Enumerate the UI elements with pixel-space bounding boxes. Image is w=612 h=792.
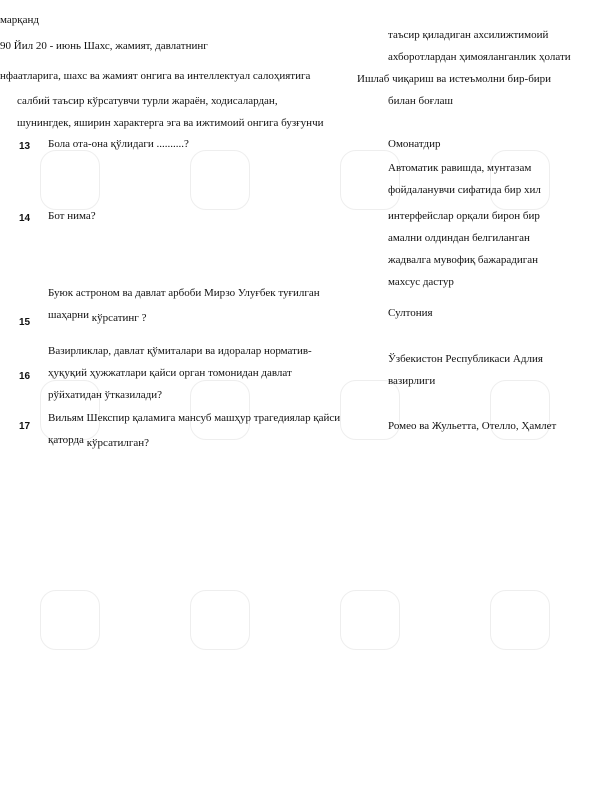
- watermark-shape: [40, 150, 100, 210]
- watermark-shape: [190, 590, 250, 650]
- answer-text: Ўзбекистон Республикаси Адлия: [388, 353, 543, 365]
- question-text: Буюк астроном ва давлат арбоби Мирзо Улуғбек туғилган: [48, 287, 320, 299]
- question-text: ҳуқуқий ҳужжатлари қайси орган томонидан давлат: [48, 367, 292, 379]
- watermark-shape: [340, 590, 400, 650]
- question-text: Бола ота-она қўлидаги ..........?: [48, 138, 189, 150]
- question-fragment: кўрсатилган?: [86, 437, 150, 449]
- row-number: 16: [19, 371, 31, 382]
- question-text: Вазирликлар, давлат қўмиталари ва идоралар норматив-: [48, 345, 312, 357]
- question-fragment: қаторда: [48, 434, 84, 446]
- top-left-line: марқанд: [0, 14, 39, 26]
- top-right-line: билан боғлаш: [388, 95, 453, 107]
- watermark-shape: [190, 380, 250, 440]
- answer-text: вазирлиги: [388, 375, 436, 387]
- answer-text: амални олдиндан белгиланган: [388, 232, 530, 244]
- answer-text: фойдаланувчи сифатида бир хил: [388, 184, 541, 196]
- answer-text: Ромео ва Жульетта, Отелло, Ҳамлет: [388, 420, 557, 432]
- watermark-shape: [490, 590, 550, 650]
- question-text: [48, 434, 149, 447]
- answer-text: жадвалга мувофиқ бажарадиган: [388, 254, 539, 266]
- answer-text: махсус дастур: [388, 276, 454, 288]
- top-right-line: ахборотлардан ҳимояланганлик ҳолати: [388, 51, 571, 63]
- top-left-line: салбий таъсир кўрсатувчи турли жараён, ходисалардан,: [17, 95, 278, 107]
- top-left-line: нфаатларига, шахс ва жамият онгига ва интеллектуал салоҳиятига: [0, 70, 311, 82]
- question-text: рўйхатидан ўтказилади?: [48, 389, 162, 401]
- answer-text: Автоматик равишда, мунтазам: [388, 162, 532, 174]
- top-right-line: таъсир қиладиган ахсилижтимоий: [388, 29, 549, 41]
- question-text: Вильям Шекспир қаламига мансуб машҳур трагедиялар қайси: [48, 412, 341, 424]
- row-number: 15: [19, 317, 31, 328]
- row-number: 14: [19, 213, 31, 224]
- watermark-shape: [340, 150, 400, 210]
- watermark-shape: [190, 150, 250, 210]
- question-fragment: кўрсатинг ?: [91, 312, 147, 324]
- question-fragment: шаҳарни: [48, 309, 90, 321]
- top-left-line: шунингдек, яширин характерга эга ва ижтимоий онгига бузғунчи: [17, 117, 324, 129]
- answer-text: Султония: [388, 307, 433, 319]
- answer-text: Омонатдир: [388, 138, 441, 150]
- top-left-line: 90 Йил 20 - июнь Шахс, жамият, давлатнинг: [0, 40, 208, 52]
- row-number: 17: [19, 421, 31, 432]
- question-text: [48, 309, 146, 322]
- question-text: Бот нима?: [48, 210, 96, 222]
- top-right-line: Ишлаб чиқариш ва истеъмолни бир-бири: [357, 73, 552, 85]
- watermark-shape: [490, 150, 550, 210]
- answer-text: интерфейслар орқали бирон бир: [388, 210, 540, 222]
- row-number: 13: [19, 141, 31, 152]
- watermark-shape: [40, 590, 100, 650]
